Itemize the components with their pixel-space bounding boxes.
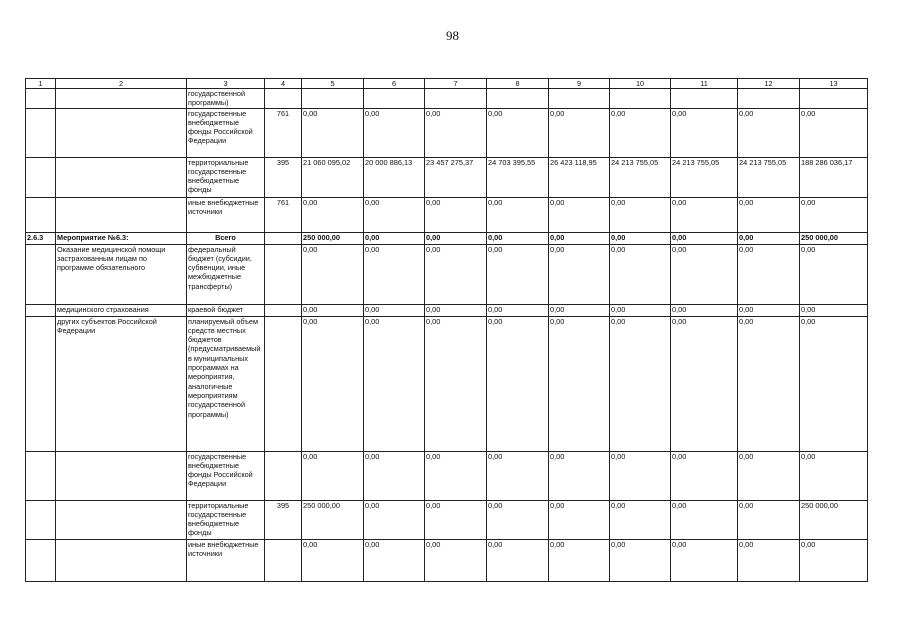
column-header: 2 [56,79,187,89]
amount-cell: 0,00 [549,539,610,581]
row-number-cell [26,108,56,157]
column-header: 12 [738,79,800,89]
amount-cell: 24 703 395,55 [487,157,549,197]
amount-cell: 0,00 [487,539,549,581]
amount-cell [610,89,671,109]
amount-cell: 188 286 036,17 [800,157,868,197]
row-number-cell [26,304,56,316]
amount-cell [800,89,868,109]
amount-cell: 0,00 [425,244,487,304]
amount-cell: 0,00 [671,108,738,157]
amount-cell: 0,00 [610,108,671,157]
amount-cell: 23 457 275,37 [425,157,487,197]
amount-cell [671,89,738,109]
amount-cell: 250 000,00 [302,500,364,539]
table-row [26,108,868,157]
budget-table [25,78,868,582]
amount-cell: 0,00 [800,108,868,157]
funding-source-cell: иные внебюджетные источники [187,539,265,581]
amount-cell: 0,00 [671,244,738,304]
amount-cell: 0,00 [487,304,549,316]
amount-cell: 0,00 [364,244,425,304]
amount-cell: 0,00 [425,108,487,157]
table-row [26,500,868,539]
code-cell [265,451,302,500]
funding-source-cell: государственные внебюджетные фонды Российской Федерации [187,108,265,157]
measure-name-cell [56,108,187,157]
measure-name-cell [56,89,187,109]
amount-cell: 0,00 [549,316,610,451]
column-header: 4 [265,79,302,89]
amount-cell: 0,00 [610,500,671,539]
amount-cell: 250 000,00 [800,232,868,244]
column-header: 3 [187,79,265,89]
funding-source-cell: государственные внебюджетные фонды Российской Федерации [187,451,265,500]
amount-cell: 0,00 [610,451,671,500]
amount-cell [549,89,610,109]
column-header: 5 [302,79,364,89]
measure-name-cell: Мероприятие №6.3: [56,232,187,244]
amount-cell: 0,00 [487,244,549,304]
amount-cell: 0,00 [800,539,868,581]
funding-source-cell: территориальные государственные внебюджетные фонды [187,500,265,539]
amount-cell: 0,00 [425,451,487,500]
funding-source-cell: территориальные государственные внебюджетные фонды [187,157,265,197]
table-row [26,157,868,197]
amount-cell: 0,00 [610,316,671,451]
amount-cell: 0,00 [487,197,549,232]
amount-cell: 0,00 [302,108,364,157]
amount-cell: 0,00 [800,316,868,451]
measure-name-cell: Оказание медицинской помощи застрахованным лицам по программе обязательного [56,244,187,304]
amount-cell: 0,00 [302,451,364,500]
table-row [26,316,868,451]
amount-cell: 0,00 [671,232,738,244]
amount-cell: 0,00 [671,197,738,232]
table-row [26,244,868,304]
amount-cell: 0,00 [364,451,425,500]
amount-cell: 0,00 [738,232,800,244]
column-header: 9 [549,79,610,89]
amount-cell [364,89,425,109]
row-number-cell [26,244,56,304]
amount-cell: 0,00 [738,304,800,316]
amount-cell: 0,00 [425,232,487,244]
amount-cell: 0,00 [800,451,868,500]
amount-cell: 0,00 [549,244,610,304]
amount-cell: 0,00 [487,108,549,157]
amount-cell: 0,00 [671,539,738,581]
page-number: 98 [446,28,459,43]
code-cell [265,316,302,451]
table-row [26,197,868,232]
code-cell: 395 [265,500,302,539]
column-header: 6 [364,79,425,89]
amount-cell: 24 213 755,05 [671,157,738,197]
row-number-cell [26,539,56,581]
amount-cell: 0,00 [800,244,868,304]
funding-source-cell: краевой бюджет [187,304,265,316]
amount-cell: 0,00 [610,244,671,304]
row-number-cell [26,316,56,451]
amount-cell: 0,00 [610,197,671,232]
funding-source-cell: федеральный бюджет (субсидии, субвенции, иные межбюджетные трансферты) [187,244,265,304]
amount-cell: 0,00 [364,108,425,157]
table-row [26,232,868,244]
amount-cell: 0,00 [487,500,549,539]
measure-name-cell [56,451,187,500]
amount-cell: 0,00 [425,316,487,451]
amount-cell: 0,00 [671,451,738,500]
amount-cell: 0,00 [549,197,610,232]
amount-cell: 0,00 [800,197,868,232]
amount-cell: 0,00 [610,232,671,244]
amount-cell: 0,00 [738,500,800,539]
column-header: 11 [671,79,738,89]
row-number-cell [26,89,56,109]
amount-cell: 0,00 [738,451,800,500]
code-cell [265,89,302,109]
row-number-cell [26,500,56,539]
amount-cell [425,89,487,109]
amount-cell: 24 213 755,05 [610,157,671,197]
amount-cell: 0,00 [302,197,364,232]
measure-name-cell [56,539,187,581]
amount-cell: 0,00 [549,304,610,316]
amount-cell: 26 423 118,95 [549,157,610,197]
funding-source-cell: иные внебюджетные источники [187,197,265,232]
amount-cell: 0,00 [487,316,549,451]
amount-cell: 0,00 [425,539,487,581]
amount-cell: 0,00 [302,244,364,304]
code-cell [265,539,302,581]
amount-cell: 0,00 [487,232,549,244]
funding-source-cell: государственной программы) [187,89,265,109]
table-header-row [26,79,868,89]
measure-name-cell [56,500,187,539]
column-header: 10 [610,79,671,89]
measure-name-cell: других субъектов Российской Федерации [56,316,187,451]
measure-name-cell [56,197,187,232]
amount-cell: 0,00 [671,316,738,451]
measure-name-cell: медицинского страхования [56,304,187,316]
amount-cell: 21 060 095,02 [302,157,364,197]
code-cell [265,304,302,316]
table-row [26,539,868,581]
table-row [26,89,868,109]
amount-cell: 0,00 [738,197,800,232]
amount-cell: 250 000,00 [800,500,868,539]
amount-cell: 0,00 [302,539,364,581]
amount-cell: 0,00 [549,451,610,500]
row-number-cell: 2.6.3 [26,232,56,244]
amount-cell: 0,00 [671,500,738,539]
amount-cell: 0,00 [738,316,800,451]
amount-cell: 0,00 [302,316,364,451]
amount-cell: 0,00 [364,197,425,232]
row-number-cell [26,157,56,197]
code-cell [265,232,302,244]
column-header: 7 [425,79,487,89]
amount-cell: 250 000,00 [302,232,364,244]
code-cell [265,244,302,304]
row-number-cell [26,197,56,232]
amount-cell: 0,00 [487,451,549,500]
amount-cell: 20 000 886,13 [364,157,425,197]
amount-cell: 0,00 [364,316,425,451]
amount-cell: 0,00 [302,304,364,316]
table-row [26,451,868,500]
amount-cell: 0,00 [364,500,425,539]
row-number-cell [26,451,56,500]
amount-cell: 0,00 [364,304,425,316]
amount-cell: 0,00 [738,539,800,581]
amount-cell: 0,00 [738,244,800,304]
code-cell: 761 [265,197,302,232]
column-header: 13 [800,79,868,89]
amount-cell: 0,00 [671,304,738,316]
amount-cell: 0,00 [425,304,487,316]
column-header: 1 [26,79,56,89]
measure-name-cell [56,157,187,197]
amount-cell: 0,00 [549,108,610,157]
amount-cell: 0,00 [610,539,671,581]
code-cell: 761 [265,108,302,157]
amount-cell: 0,00 [800,304,868,316]
amount-cell: 0,00 [425,500,487,539]
amount-cell: 0,00 [549,500,610,539]
table-row [26,304,868,316]
amount-cell [302,89,364,109]
amount-cell: 0,00 [425,197,487,232]
funding-source-cell: планируемый объем средств местных бюджетов (предусматриваемый в муниципальных программах на мероприятия, аналогичные мероприятиям государственной программы) [187,316,265,451]
amount-cell: 24 213 755,05 [738,157,800,197]
amount-cell [487,89,549,109]
code-cell: 395 [265,157,302,197]
amount-cell: 0,00 [610,304,671,316]
column-header: 8 [487,79,549,89]
amount-cell: 0,00 [738,108,800,157]
amount-cell: 0,00 [364,232,425,244]
amount-cell [738,89,800,109]
funding-source-cell: Всего [187,232,265,244]
amount-cell: 0,00 [549,232,610,244]
amount-cell: 0,00 [364,539,425,581]
